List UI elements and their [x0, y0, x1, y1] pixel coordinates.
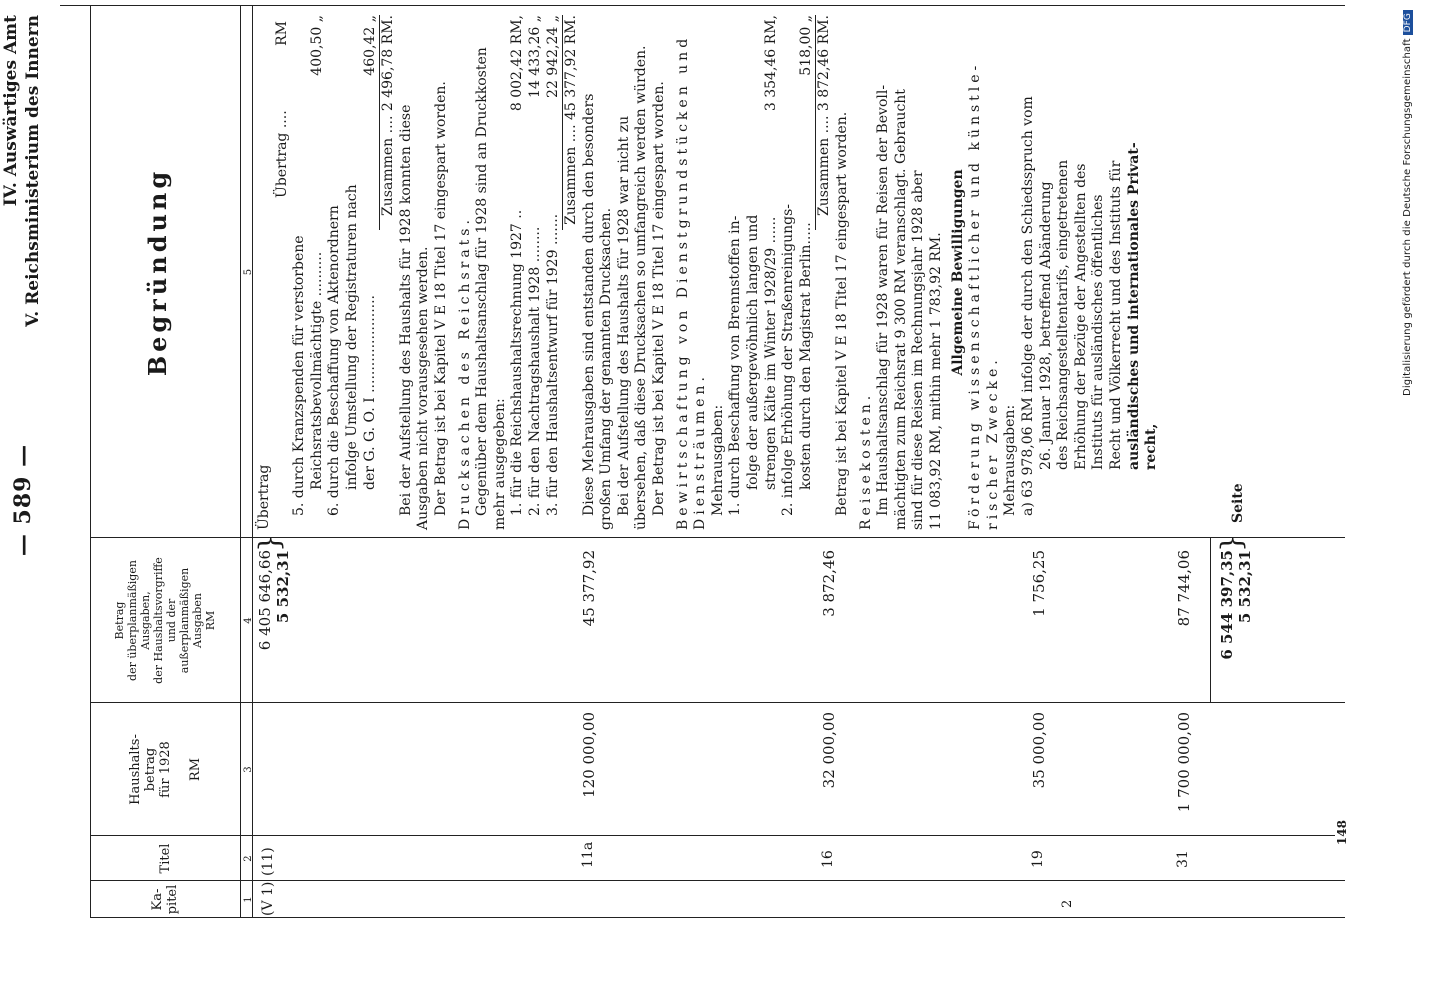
a7: ausländisches und internationales Privat-: [1125, 142, 1142, 470]
digitization-text: Digitalisierung gefördert durch die Deutsche Forschungsgemeinschaft: [1402, 38, 1413, 396]
header-haushalt-text: Haushalts- betrag für 1928 RM: [127, 734, 203, 805]
p6c: sind für diese Reisen im Rechnungsjahr 1928 aber: [910, 170, 927, 530]
item6c-line: [362, 15, 380, 530]
row1-betrag: 6 405 646,66: [256, 550, 274, 651]
brace: }: [253, 534, 286, 552]
header-kapitel-text: Ka- pitel: [150, 884, 180, 915]
row4-titel: 19: [1030, 850, 1046, 868]
p4a: Mehrausgaben:: [709, 404, 726, 516]
header-rule: [240, 6, 241, 918]
a8: recht,: [1143, 423, 1160, 470]
p5: Betrag ist bei Kapitel V E 18 Titel 17 eingespart worden.: [834, 111, 850, 516]
margin-mark: 2: [1060, 899, 1075, 908]
a3: des Reichsangestelltentarifs, eingetretenen: [1055, 159, 1072, 470]
l1v: 8 002,42 RM,: [509, 15, 526, 112]
total-betrag: 6 544 397,35: [1218, 550, 1236, 660]
p3a: Diese Mehrausgaben sind entstanden durch den besonders: [580, 93, 597, 516]
col-divider: [90, 835, 1335, 836]
brace: }: [1215, 534, 1248, 552]
row5-betrag: 87 744,06: [1175, 550, 1193, 627]
row1-kapitel: (V 1): [260, 881, 276, 916]
col-divider: [90, 880, 1345, 881]
p1a: Bei der Aufstellung des Haushalts für 1928 konnten diese: [397, 104, 414, 516]
header-betrag-text: Betrag der überplanmäßigen Ausgaben, der Haushaltsvorgriffe und der außerplanmäßigen Ausgaben RM: [113, 557, 217, 684]
uebertrag-line: [256, 15, 274, 530]
p6a: Im Haushaltsanschlag für 1928 waren für Reisen der Bevoll-: [875, 84, 892, 516]
m1c: strengen Kälte im Winter 1928/29 ......: [762, 216, 779, 490]
l3: 3. für den Haushaltsentwurf für 1929 .......: [544, 213, 561, 516]
colnum-2: 2: [243, 855, 254, 862]
heading-foerderung-2: rischer Zwecke.: [984, 356, 1001, 530]
item6b: infolge Umstellung der Registraturen nach: [343, 184, 360, 490]
m1a: 1. durch Beschaffung von Brennstoffen in-: [727, 215, 744, 516]
item5a: 5. durch Kranzspenden für verstorbene: [291, 235, 308, 516]
m2b: kosten durch den Magistrat Berlin.....: [797, 222, 814, 490]
p7: Mehrausgaben:: [1002, 404, 1019, 516]
colnum-3: 3: [243, 766, 254, 773]
sheet-number: 148: [1335, 820, 1349, 846]
header-titel: [90, 836, 240, 881]
row2-betrag: 45 377,92: [580, 550, 598, 627]
dfg-logo: DFG: [1403, 10, 1413, 35]
row5-titel: 31: [1175, 850, 1191, 868]
a5: Instituts für ausländisches öffentliches: [1090, 194, 1107, 470]
l2: 2. für den Nachtragshaushalt 1928 ........: [526, 226, 543, 516]
p1c: Der Betrag ist bei Kapitel V E 18 Titel 17 eingespart worden.: [432, 81, 449, 516]
l1-line: [509, 15, 527, 530]
row3-haushalt: 32 000,00: [820, 712, 838, 789]
heading-bewirtschaftung: Bewirtschaftung von Dienstgrundstücken und: [674, 34, 691, 530]
heading-bewirtschaftung-2: Diensträumen.: [692, 373, 709, 530]
p3d: übersehen, daß diese Drucksachen so umfangreich werden würden.: [633, 45, 650, 530]
heading-foerderung: Förderung wissenschaftlicher und künstle-: [967, 61, 984, 530]
col-divider: [90, 702, 1345, 703]
item6v: 460,42 „: [361, 15, 378, 76]
total-betrag2: 5 532,31: [1236, 550, 1254, 624]
p6b: mächtigten zum Reichsrat 9 300 RM veranschlagt. Gebraucht: [892, 89, 909, 530]
header-begruendung: [90, 6, 240, 538]
header-betrag: [90, 538, 240, 703]
table-border-left: [90, 917, 1345, 918]
p3b: großen Umfang der genannten Drucksachen.: [598, 207, 615, 530]
item6c: der G. G. O. I ......................: [361, 294, 378, 490]
p3c: Bei der Aufstellung des Haushalts für 1928 war nicht zu: [615, 115, 632, 516]
header-kapitel: [90, 881, 240, 918]
p1b: Ausgaben nicht vorausgesehen werden.: [415, 246, 432, 530]
m2a: 2. infolge Erhöhung der Straßenreinigungs-: [780, 203, 797, 516]
row3-titel: 16: [820, 850, 836, 868]
p6d: 11 083,92 RM, mithin mehr 1 783,92 RM.: [927, 232, 944, 530]
heading-reisekosten: Reisekosten.: [857, 391, 874, 530]
row4-betrag: 1 756,25: [1030, 550, 1048, 617]
seite-label: Seite: [1230, 483, 1246, 523]
a4: Erhöhung der Bezüge der Angestellten des: [1072, 163, 1089, 470]
m1v: 3 354,46 RM,: [762, 15, 779, 112]
colnum-1: 1: [243, 896, 254, 903]
row4-haushalt: 35 000,00: [1030, 712, 1048, 789]
item5b: Reichsratsbevollmächtigte ..........: [308, 251, 325, 490]
a1: a) 63 978,06 RM infolge der durch den Schiedsspruch vom: [1019, 96, 1036, 516]
row2-titel: 11a: [580, 841, 596, 868]
l2v: 14 433,26 „: [526, 15, 543, 98]
row1-betrag2: 5 532,31: [274, 550, 292, 624]
header-titel-text: Titel: [157, 843, 173, 874]
m1c-line: [763, 15, 781, 530]
begruendung-title: Begründung: [143, 167, 172, 377]
m2b-line: [798, 15, 816, 530]
a6: Recht und Völkerrecht und des Instituts für: [1107, 160, 1124, 470]
heading-allgemeine: Allgemeine Bewilligungen: [949, 169, 966, 376]
a2: 26. Januar 1928, betreffend Abänderung: [1037, 181, 1054, 470]
p2a: Gegenüber dem Haushaltsanschlag für 1928 sind an Druckkosten: [474, 47, 491, 516]
budget-table: [90, 6, 1345, 918]
m1b: folge der außergewöhnlich langen und: [745, 214, 762, 490]
l1: 1. für die Reichshaushaltsrechnung 1927 ..: [509, 209, 526, 516]
row3-betrag: 3 872,46: [820, 550, 838, 617]
colnum-5: 5: [243, 268, 254, 276]
p3e: Der Betrag ist bei Kapitel V E 18 Titel 17 eingespart worden.: [651, 81, 668, 516]
l3-line: [545, 15, 563, 530]
running-head: [0, 15, 44, 435]
item5v: 400,50 „: [308, 15, 325, 76]
begruendung-text: [256, 15, 1161, 530]
zusammen-2: Zusammen .... 45 377,92 RM.: [562, 15, 581, 230]
rm-line: [274, 15, 292, 530]
zusammen-3: Zusammen .... 3 872,46 RM.: [815, 15, 834, 230]
uebertrag-left: Übertrag: [256, 464, 272, 530]
digitization-note: [1402, 0, 1413, 1000]
zusammen-1: Zusammen .... 2 496,78 RM.: [379, 15, 398, 230]
row5-haushalt: 1 700 000,00: [1175, 712, 1193, 813]
rm-unit: RM: [273, 21, 290, 46]
row1-titel: (11): [260, 847, 276, 876]
row2-haushalt: 120 000,00: [580, 712, 598, 798]
item6a: 6. durch die Beschaffung von Aktenordnern: [326, 205, 343, 516]
running-head-line-2: V. Reichsministerium des Innern: [23, 15, 43, 327]
p2b: mehr ausgegeben:: [491, 398, 508, 530]
l2-line: [527, 15, 545, 530]
running-head-line-1: IV. Auswärtiges Amt: [1, 15, 21, 207]
header-haushalt: [90, 703, 240, 836]
uebertrag-right: Übertrag ....: [273, 110, 290, 198]
page-number: — 589 —: [10, 443, 36, 557]
m2v: 518,00 „: [797, 15, 814, 76]
item5b-line: [309, 15, 327, 530]
colnum-4: 4: [243, 617, 254, 624]
item5: [291, 15, 309, 530]
l3v: 22 942,24 „: [544, 15, 561, 98]
sum-rule: [1210, 538, 1211, 703]
heading-drucksachen: Drucksachen des Reichsrats.: [456, 216, 473, 530]
